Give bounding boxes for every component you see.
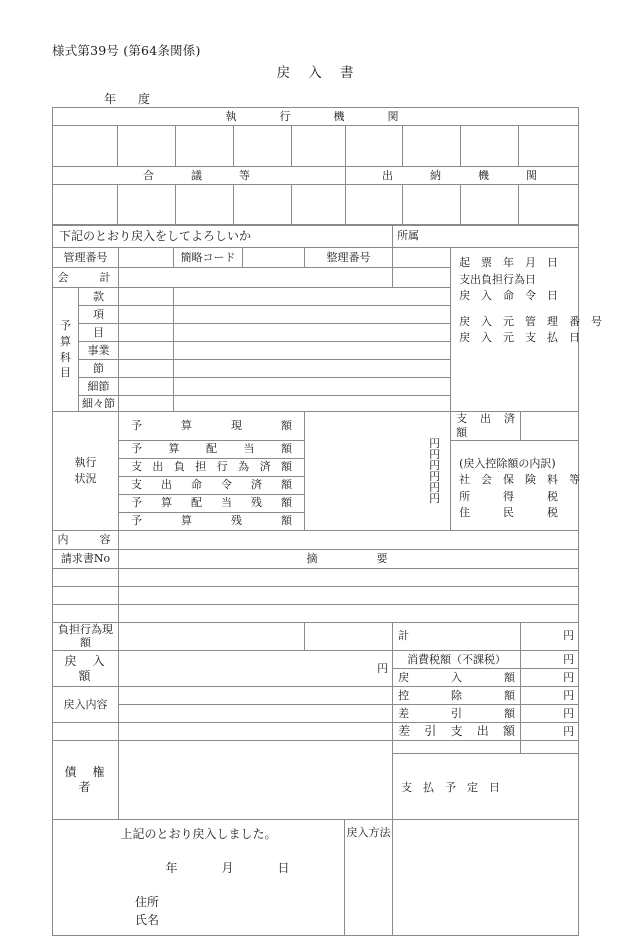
- payment-date-label: 支 払 予 定 日: [393, 754, 579, 820]
- approval-stamp-table: [52, 107, 579, 226]
- stamp-cell[interactable]: [292, 185, 346, 226]
- budget-row-name[interactable]: [174, 342, 451, 360]
- liability-value[interactable]: [119, 622, 305, 651]
- budget-row-name[interactable]: [174, 378, 451, 396]
- budget-items-group-label-text: [53, 318, 78, 382]
- budget-row-code[interactable]: [119, 396, 174, 412]
- budget-row-code[interactable]: [119, 360, 174, 378]
- yen-unit: 円: [429, 469, 441, 483]
- paid-amount-label: 支 出 済 額: [451, 412, 521, 441]
- budget-row-name[interactable]: [174, 306, 451, 324]
- exec-status-item-label: 支出負担行為済額: [119, 458, 305, 476]
- budget-items-group-label: [53, 288, 79, 412]
- budget-label-char: 予: [60, 318, 71, 332]
- stamp-cell[interactable]: [403, 126, 461, 167]
- amount-value[interactable]: [521, 669, 579, 687]
- exec-status-item-label: 予 算 配 当 残 額: [119, 494, 305, 512]
- budget-row-label: 事業: [79, 342, 119, 360]
- stamp-cell[interactable]: [461, 185, 519, 226]
- breakdown-item: 社 会 保 険 料 等: [459, 473, 581, 486]
- exec-org-header: 執 行 機 関: [53, 108, 579, 126]
- name-label: 氏名: [135, 913, 160, 927]
- remarks-row: [53, 604, 579, 622]
- budget-label-char: 目: [60, 366, 71, 380]
- breakdown-lines: [451, 452, 581, 522]
- code-value[interactable]: [243, 248, 305, 268]
- amount-unit: 円: [563, 652, 575, 666]
- numbers-row: [53, 248, 579, 268]
- kanri-no-value[interactable]: [119, 248, 174, 268]
- seiri-no-label: 整理番号: [305, 248, 393, 268]
- blank-amount-label[interactable]: [393, 741, 521, 754]
- liability-label: 負担行為現額: [53, 622, 119, 651]
- budget-row-code[interactable]: [119, 342, 174, 360]
- account-label: 会 計: [53, 268, 119, 288]
- creditor-label: 債 権 者: [53, 741, 119, 820]
- stamp-cell[interactable]: [176, 126, 234, 167]
- refund-content-value2[interactable]: [119, 705, 393, 723]
- stamp-cell[interactable]: [53, 126, 118, 167]
- code-label: 簡略コード: [174, 248, 243, 268]
- amount-unit: 円: [563, 629, 575, 643]
- exec-status-units: [393, 412, 451, 531]
- amount-unit: 円: [563, 724, 575, 738]
- budget-row-code[interactable]: [119, 288, 174, 306]
- exec-status-item-label: 予 算 残 額: [119, 512, 305, 530]
- summary-label: 摘 要: [119, 549, 579, 568]
- declaration-block: [53, 820, 345, 936]
- amount-value[interactable]: [521, 705, 579, 723]
- budget-row-label: 目: [79, 324, 119, 342]
- refund-amount-row: [53, 651, 579, 669]
- declaration-date-line: 年 月 日: [165, 861, 292, 875]
- exec-status-label: [53, 412, 119, 531]
- amount-value[interactable]: [521, 687, 579, 705]
- exec-status-row-1: [53, 412, 579, 441]
- treasury-header: 出 納 機 関: [346, 167, 579, 185]
- yen-unit: 円: [429, 447, 441, 461]
- exec-status-label-text: [53, 455, 118, 487]
- consult-header: 合 議 等: [53, 167, 346, 185]
- liability-row: [53, 622, 579, 651]
- content-value[interactable]: [119, 530, 579, 549]
- stamp-cell[interactable]: [346, 126, 403, 167]
- lower-stamp-row: [53, 185, 579, 226]
- invoice-no-label: 請求書No: [53, 549, 119, 568]
- declaration-row: [53, 820, 579, 936]
- stamp-cell[interactable]: [461, 126, 519, 167]
- yen-unit: 円: [429, 491, 441, 505]
- dates-block: [451, 248, 603, 412]
- amount-label: 差 引 支 出 額: [393, 723, 521, 741]
- budget-row-name[interactable]: [174, 396, 451, 412]
- creditor-row: [53, 741, 579, 754]
- exec-status-label-line: 執行: [74, 455, 97, 469]
- blank-amount-value[interactable]: [521, 741, 579, 754]
- stamp-cell[interactable]: [234, 126, 292, 167]
- budget-row-code[interactable]: [119, 378, 174, 396]
- stamp-cell[interactable]: [118, 185, 176, 226]
- address-label: 住所: [135, 895, 160, 909]
- yen-unit: 円: [429, 458, 441, 472]
- account-value[interactable]: [119, 268, 393, 288]
- page-title: 戻 入 書: [276, 65, 361, 81]
- refund-deduction-breakdown: [451, 440, 579, 530]
- budget-row-label: 項: [79, 306, 119, 324]
- exec-org-header-row: [53, 108, 579, 126]
- remarks-invoice-no[interactable]: [53, 604, 119, 622]
- remarks-text[interactable]: [119, 604, 579, 622]
- amount-unit: 円: [563, 670, 575, 684]
- stamp-cell[interactable]: [292, 126, 346, 167]
- content-row: [53, 530, 579, 549]
- form-code: 様式第39号 (第64条関係): [52, 43, 201, 58]
- budget-row-code[interactable]: [119, 306, 174, 324]
- amount-unit: 円: [563, 688, 575, 702]
- stamp-cell[interactable]: [519, 126, 579, 167]
- stamp-cell[interactable]: [53, 185, 118, 226]
- amount-value[interactable]: [521, 651, 579, 669]
- yen-unit-stack: [393, 438, 446, 504]
- exec-stamp-row: [53, 126, 579, 167]
- exec-status-item-label: 予 算 配 当 額: [119, 440, 305, 458]
- budget-row-name[interactable]: [174, 324, 451, 342]
- exec-status-item-label: 支 出 命 令 済 額: [119, 476, 305, 494]
- kanri-no-label: 管理番号: [53, 248, 119, 268]
- blank-left-cell-2[interactable]: [119, 723, 393, 741]
- budget-label-char: 算: [60, 334, 71, 348]
- paid-amount-value[interactable]: [521, 412, 579, 441]
- question-row: [53, 225, 579, 248]
- dates-lines: [451, 251, 603, 347]
- breakdown-item: 住 民 税: [459, 506, 559, 519]
- creditor-value[interactable]: [119, 741, 393, 820]
- budget-row-name[interactable]: [174, 360, 451, 378]
- refund-method-value[interactable]: [393, 820, 579, 936]
- amount-label: 消費税額（不課税）: [393, 651, 521, 669]
- stamp-cell[interactable]: [118, 126, 176, 167]
- refund-amount-label: 戻 入 額: [53, 651, 119, 687]
- date-line-gap: [459, 305, 578, 314]
- refund-method-label: 戻入方法: [345, 820, 393, 936]
- yen-unit: 円: [429, 436, 441, 450]
- remarks-header-row: [53, 549, 579, 568]
- remarks-text[interactable]: [119, 568, 579, 586]
- amount-label: 計: [393, 622, 521, 651]
- stamp-cell[interactable]: [403, 185, 461, 226]
- budget-row-label: 細々節: [79, 396, 119, 412]
- remarks-row: [53, 586, 579, 604]
- date-line: 戻 入 元 支 払 日: [459, 331, 581, 344]
- stamp-cell[interactable]: [234, 185, 292, 226]
- amount-value[interactable]: [521, 723, 579, 741]
- remarks-invoice-no[interactable]: [53, 586, 119, 604]
- budget-row-code[interactable]: [119, 324, 174, 342]
- amount-value[interactable]: [521, 622, 579, 651]
- date-line: 起 票 年 月 日: [459, 256, 559, 269]
- refund-content-row: [53, 687, 579, 705]
- date-line: 支出負担行為日: [459, 272, 537, 286]
- amount-unit: 円: [563, 706, 575, 720]
- liability-extra[interactable]: [305, 622, 393, 651]
- remarks-row: [53, 568, 579, 586]
- remarks-text[interactable]: [119, 586, 579, 604]
- exec-status-label-line: 状況: [74, 471, 97, 485]
- affiliation-label: 所属: [393, 225, 579, 248]
- remarks-invoice-no[interactable]: [53, 568, 119, 586]
- date-line: 戻 入 元 管 理 番 号: [459, 314, 603, 328]
- refund-amount-value[interactable]: [119, 651, 345, 687]
- stamp-cell[interactable]: [176, 185, 234, 226]
- refund-content-row-2: [53, 705, 579, 723]
- approval-question: 下記のとおり戻入をしてよろしいか: [53, 225, 393, 248]
- refund-amount-unit: 円: [345, 651, 393, 687]
- amount-label: 控 除 額: [393, 687, 521, 705]
- refund-content-label: 戻入内容: [53, 687, 119, 723]
- budget-row-name[interactable]: [174, 288, 451, 306]
- yen-unit: 円: [429, 480, 441, 494]
- content-label: 内 容: [53, 530, 119, 549]
- budget-row-label: 節: [79, 360, 119, 378]
- net-payment-row: [53, 723, 579, 741]
- amount-label: 戻 入 額: [393, 669, 521, 687]
- exec-status-values[interactable]: [305, 412, 393, 531]
- exec-status-item-label: 予 算 現 額: [119, 412, 305, 441]
- stamp-cell[interactable]: [346, 185, 403, 226]
- amount-label: 差 引 額: [393, 705, 521, 723]
- fiscal-year-label: 年 度: [104, 92, 156, 106]
- breakdown-item: 所 得 税: [459, 489, 559, 503]
- date-line: 戻 入 命 令 日: [459, 289, 559, 302]
- seiri-no-value[interactable]: [393, 248, 451, 268]
- stamp-cell[interactable]: [519, 185, 579, 226]
- refund-content-value[interactable]: [119, 687, 393, 705]
- main-body-table: [52, 224, 603, 936]
- blank-left-cell[interactable]: [53, 723, 119, 741]
- budget-row-label: 款: [79, 288, 119, 306]
- breakdown-title: (戻入控除額の内訳): [459, 456, 556, 470]
- lower-header-row: [53, 167, 579, 185]
- budget-label-char: 科: [60, 350, 71, 364]
- budget-row-label: 細節: [79, 378, 119, 396]
- declaration-text: 上記のとおり戻入しました。: [120, 827, 277, 841]
